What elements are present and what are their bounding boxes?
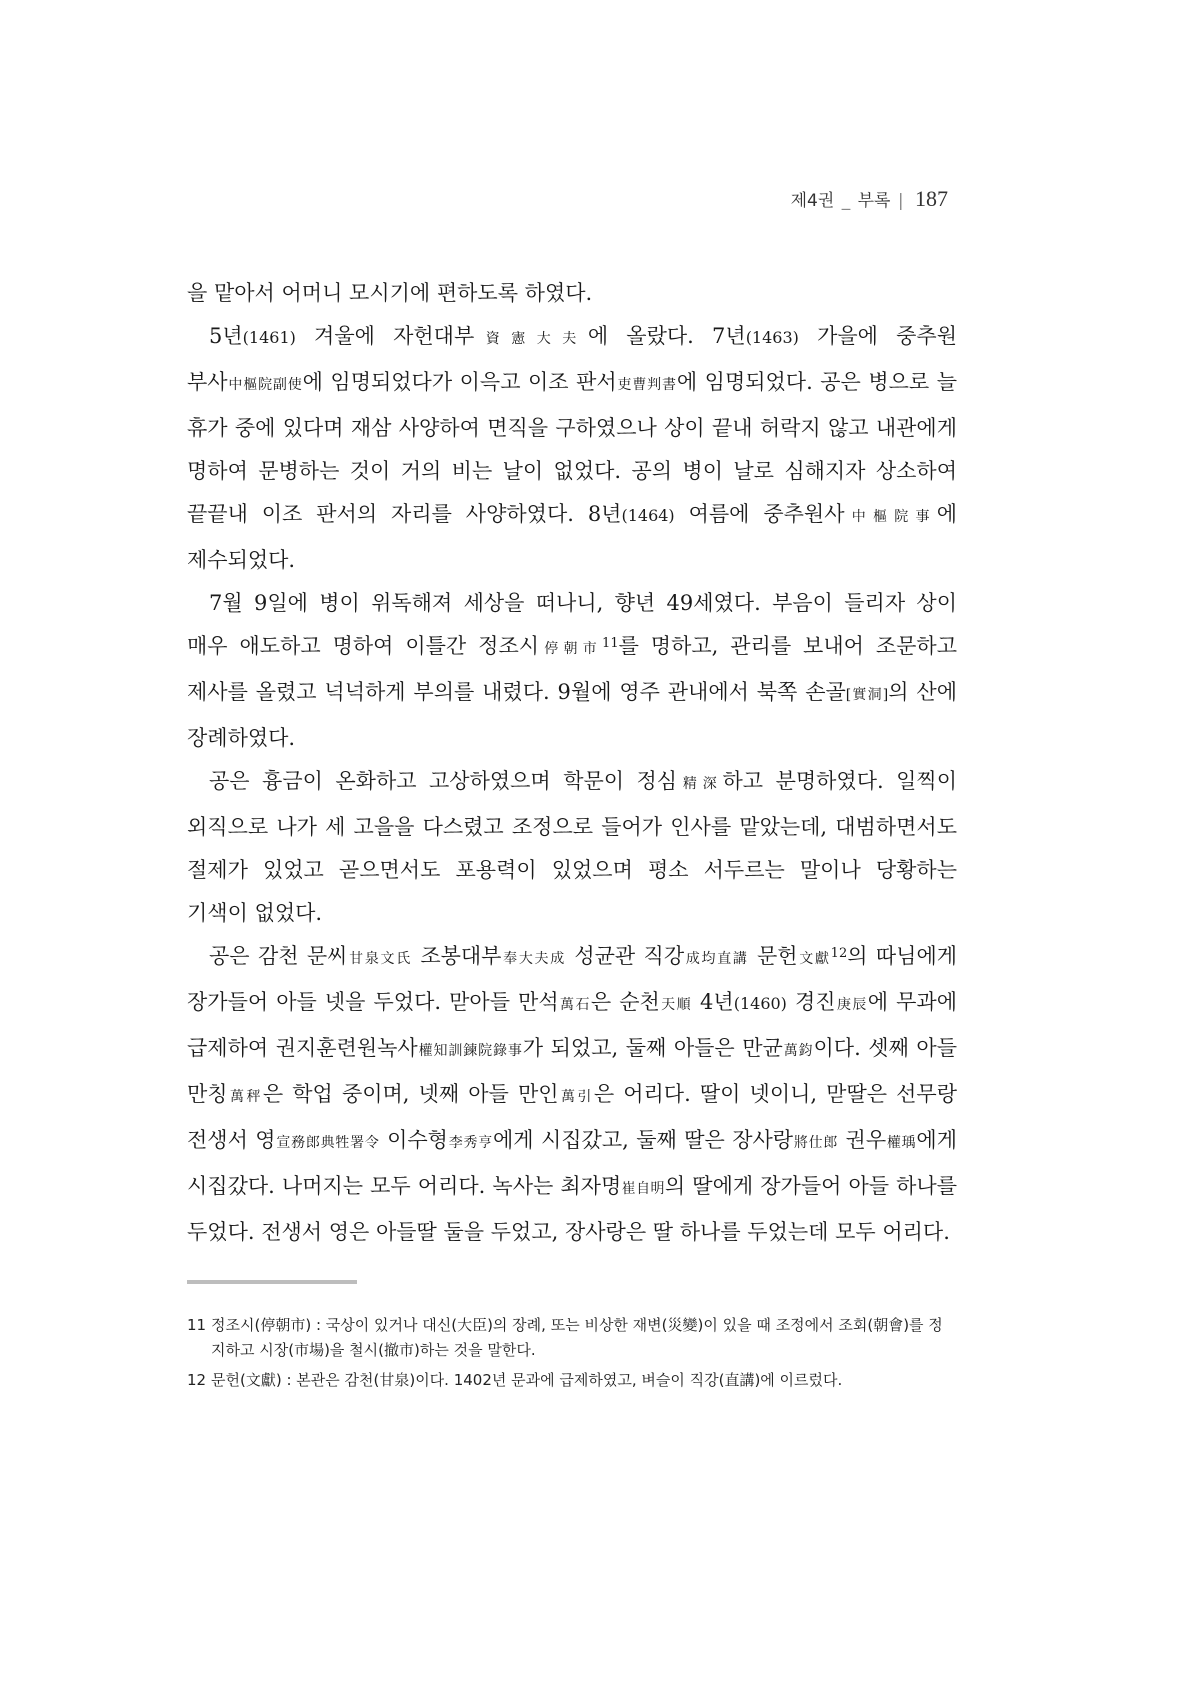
text-run: 의 딸에게 장가들어 아들 하나를 두었다. 전생서 영은 아들딸 둘을 두었고, 장사랑은 딸 하나를 두었는데 모두 어리다.: [187, 1174, 958, 1244]
hanja-gloss: 權知訓鍊院錄事: [417, 1043, 523, 1059]
hanja-gloss: 李秀亨: [447, 1135, 493, 1151]
text-run: 권우: [838, 1128, 887, 1152]
hanja-gloss: 將仕郎: [793, 1135, 839, 1151]
text-run: 에 무과에 급제하여 권지훈련원녹사: [187, 990, 958, 1060]
hanja-gloss: 成均直講: [684, 951, 749, 967]
hanja-gloss: 奉大夫成: [501, 951, 566, 967]
hanja-gloss: 文獻: [797, 951, 831, 967]
body-paragraph: [187, 760, 957, 935]
year-annotation: (1463): [745, 328, 799, 347]
footnote-ref: 11: [602, 636, 619, 651]
text-run: 의 따님에게 장가들어 아들 넷을 두었다. 맏아들 만석: [187, 944, 958, 1014]
text-run: 조봉대부: [411, 944, 502, 968]
footnote-number: 11: [187, 1316, 207, 1334]
section-label: 부록: [857, 191, 891, 211]
hanja-gloss: 崔自明: [621, 1181, 665, 1197]
text-run: 7월 9일에 병이 위독해져 세상을 떠나니, 향년 49세였다. 부음이 들리자 상이 매우 애도하고 명하여 이틀간 정조시: [187, 591, 957, 658]
year-annotation: (1461): [242, 328, 296, 347]
text-run: 겨울에 자헌대부: [295, 324, 475, 348]
text-run: 은 학업 중이며, 넷째 아들 만인: [262, 1082, 559, 1106]
text-run: 공은 감천 문씨: [209, 944, 348, 968]
hanja-gloss: 精深: [677, 776, 723, 792]
hanja-gloss: 宣務郎典牲署令: [275, 1135, 380, 1151]
body-paragraph: [187, 272, 957, 315]
footnotes: [187, 1313, 957, 1398]
header-underscore: _: [841, 191, 851, 211]
text-run: 을 맡아서 어머니 모시기에 편하도록 하였다.: [187, 281, 593, 305]
page-number: 187: [915, 186, 948, 211]
text-run: 은 순천: [590, 990, 660, 1014]
text-run: 가을에 중추원 부사: [187, 324, 957, 394]
hanja-gloss: 庚辰: [835, 997, 868, 1013]
body-paragraph: [187, 935, 957, 1254]
text-run: 5년: [209, 324, 243, 348]
running-header: [791, 186, 948, 212]
hanja-gloss: 天順: [659, 997, 692, 1013]
footnote-text: 문헌(文獻) : 본관은 감천(甘泉)이다. 1402년 문과에 급제하였고, 벼슬이 직강(直講)에 이르렀다.: [211, 1371, 843, 1389]
text-run: 가 되었고, 둘째 아들은 만균: [522, 1036, 783, 1060]
text-run: 를 명하고, 관리를 보내어 조문하고 제사를 올렸고 넉넉하게 부의를 내렸다. 9월에 영주 관내에서 북쪽 손골: [187, 634, 957, 704]
year-annotation: (1460): [733, 994, 787, 1013]
text-run: 에게 시집갔다. 나머지는 모두 어리다. 녹사는 최자명: [187, 1128, 957, 1198]
hanja-gloss: 停朝市: [539, 641, 603, 657]
footnote-number: 12: [187, 1371, 207, 1389]
text-run: 하고 분명하였다. 일찍이 외직으로 나가 세 고을을 다스렸고 조정으로 들어가 인사를 맡았는데, 대범하면서도 절제가 있었고 곧으면서도 포용력이 있었으며 평소 서두르는 말이나 당황하는 기색이 없었다.: [187, 769, 958, 925]
body-text: [187, 272, 957, 1254]
hanja-gloss: 中樞院副使: [227, 377, 303, 393]
hanja-gloss: 萬引: [558, 1089, 594, 1105]
text-run: 경진: [786, 990, 836, 1014]
hanja-gloss: 萬鈞: [782, 1043, 814, 1059]
body-paragraph: [187, 315, 957, 582]
footnote-ref: 12: [830, 946, 848, 961]
text-run: 에 제수되었다.: [187, 502, 958, 572]
text-run: 이수형: [379, 1128, 448, 1152]
text-run: 의 산에 장례하였다.: [187, 680, 957, 750]
hanja-gloss: [實洞]: [845, 687, 889, 703]
body-paragraph: [187, 582, 957, 760]
footnote-text: 정조시(停朝市) : 국상이 있거나 대신(大臣)의 장례, 또는 비상한 재변(災變)이 있을 때 조정에서 조회(朝會)를 정지하고 시장(市場)을 철시(撤市)하는 것을 말한다.: [211, 1316, 943, 1359]
text-run: 여름에 중추원사: [674, 502, 845, 526]
text-run: 성균관 직강: [565, 944, 685, 968]
hanja-gloss: 中樞院事: [844, 509, 937, 525]
year-annotation: (1464): [621, 506, 675, 525]
text-run: 공은 흉금이 온화하고 고상하였으며 학문이 정심: [209, 769, 678, 793]
volume-label: 제4권: [790, 191, 835, 211]
text-run: 4년: [691, 990, 734, 1014]
hanja-gloss: 資憲大夫: [474, 331, 588, 347]
footnote-divider: [187, 1280, 357, 1284]
text-run: 에 올랐다. 7년: [587, 324, 746, 348]
header-bar: |: [897, 191, 904, 211]
footnote-11: [187, 1313, 957, 1363]
hanja-gloss: 萬石: [558, 997, 591, 1013]
text-run: 이다. 셋째 아들 만칭: [187, 1036, 958, 1106]
hanja-gloss: 吏曹判書: [616, 377, 677, 393]
text-run: 문헌: [748, 944, 798, 968]
text-run: 에게 시집갔고, 둘째 딸은 장사랑: [492, 1128, 794, 1152]
hanja-gloss: 甘泉文氏: [347, 951, 412, 967]
text-run: 은 어리다. 딸이 넷이니, 맏딸은 선무랑 전생서 영: [187, 1082, 958, 1152]
text-run: 에 임명되었다. 공은 병으로 늘 휴가 중에 있다며 재삼 사양하여 면직을 구하였으나 상이 끝내 허락지 않고 내관에게 명하여 문병하는 것이 거의 비는 날이 없었다. 공의 병이 날로 심해지자 상소하여 끝끝내 이조 판서의 자리를 사양하였다. 8년: [187, 370, 958, 526]
hanja-gloss: 權瑀: [886, 1135, 917, 1151]
text-run: 에 임명되었다가 이윽고 이조 판서: [302, 370, 617, 394]
footnote-12: [187, 1368, 957, 1393]
hanja-gloss: 萬秤: [227, 1089, 263, 1105]
